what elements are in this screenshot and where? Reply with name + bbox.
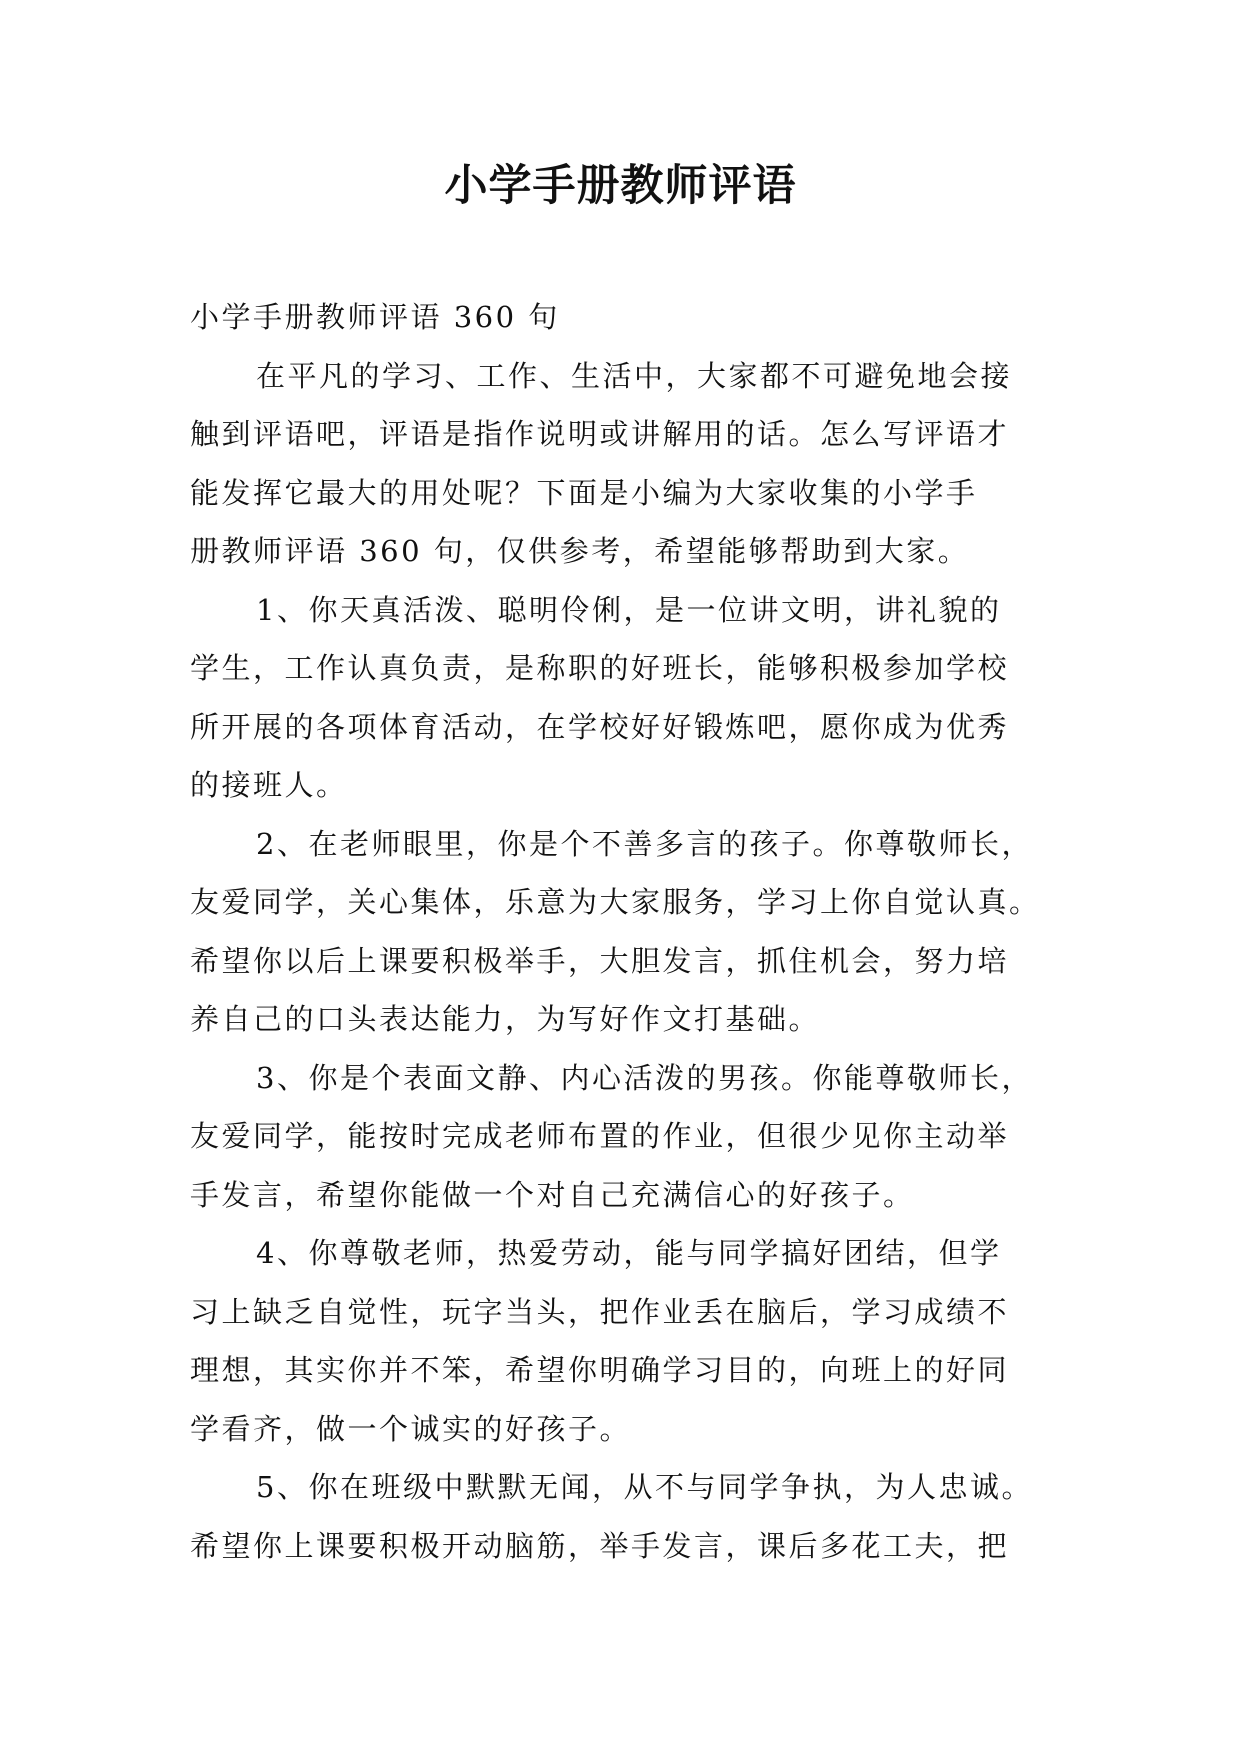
text-line: 所开展的各项体育活动，在学校好好锻炼吧，愿你成为优秀	[190, 709, 1010, 744]
text-line: 手发言，希望你能做一个对自己充满信心的好孩子。	[190, 1177, 915, 1212]
text-line: 在平凡的学习、工作、生活中，大家都不可避免地会接	[256, 358, 1013, 393]
text-line: 友爱同学，关心集体，乐意为大家服务，学习上你自觉认真。	[190, 885, 1041, 919]
text-line: 触到评语吧，评语是指作说明或讲解用的话。怎么写评语才	[190, 417, 1010, 451]
text-line: 希望你以后上课要积极举手，大胆发言，抓住机会，努力培	[190, 943, 1010, 978]
text-line: 养自己的口头表达能力，为写好作文打基础。	[190, 1002, 821, 1036]
text-line: 小学手册教师评语 360 句	[190, 300, 560, 334]
text-line: 1、你天真活泼、聪明伶俐，是一位讲文明，讲礼貌的	[256, 592, 1002, 627]
document-body	[190, 288, 1070, 1575]
text-line: 习上缺乏自觉性，玩字当头，把作业丢在脑后，学习成绩不	[190, 1294, 1010, 1329]
text-line: 4、你尊敬老师，热爱劳动，能与同学搞好团结，但学	[256, 1236, 1002, 1270]
text-line: 能发挥它最大的用处呢？下面是小编为大家收集的小学手	[190, 475, 978, 510]
text-line: 的接班人。	[190, 768, 348, 802]
text-line: 册教师评语 360 句，仅供参考，希望能够帮助到大家。	[190, 534, 970, 568]
text-line: 理想，其实你并不笨，希望你明确学习目的，向班上的好同	[190, 1353, 1010, 1387]
text-line: 学生，工作认真负责，是称职的好班长，能够积极参加学校	[190, 651, 1010, 685]
text-line: 3、你是个表面文静、内心活泼的男孩。你能尊敬师长，	[256, 1060, 1033, 1095]
text-line: 2、在老师眼里，你是个不善多言的孩子。你尊敬师长，	[256, 826, 1033, 861]
text-line: 希望你上课要积极开动脑筋，举手发言，课后多花工夫，把	[190, 1528, 1010, 1563]
text-line: 5、你在班级中默默无闻，从不与同学争执，为人忠诚。	[256, 1470, 1033, 1504]
text-line: 学看齐，做一个诚实的好孩子。	[190, 1411, 632, 1446]
document-title: 小学手册教师评语	[444, 161, 797, 211]
text-line: 友爱同学，能按时完成老师布置的作业，但很少见你主动举	[190, 1119, 1010, 1153]
